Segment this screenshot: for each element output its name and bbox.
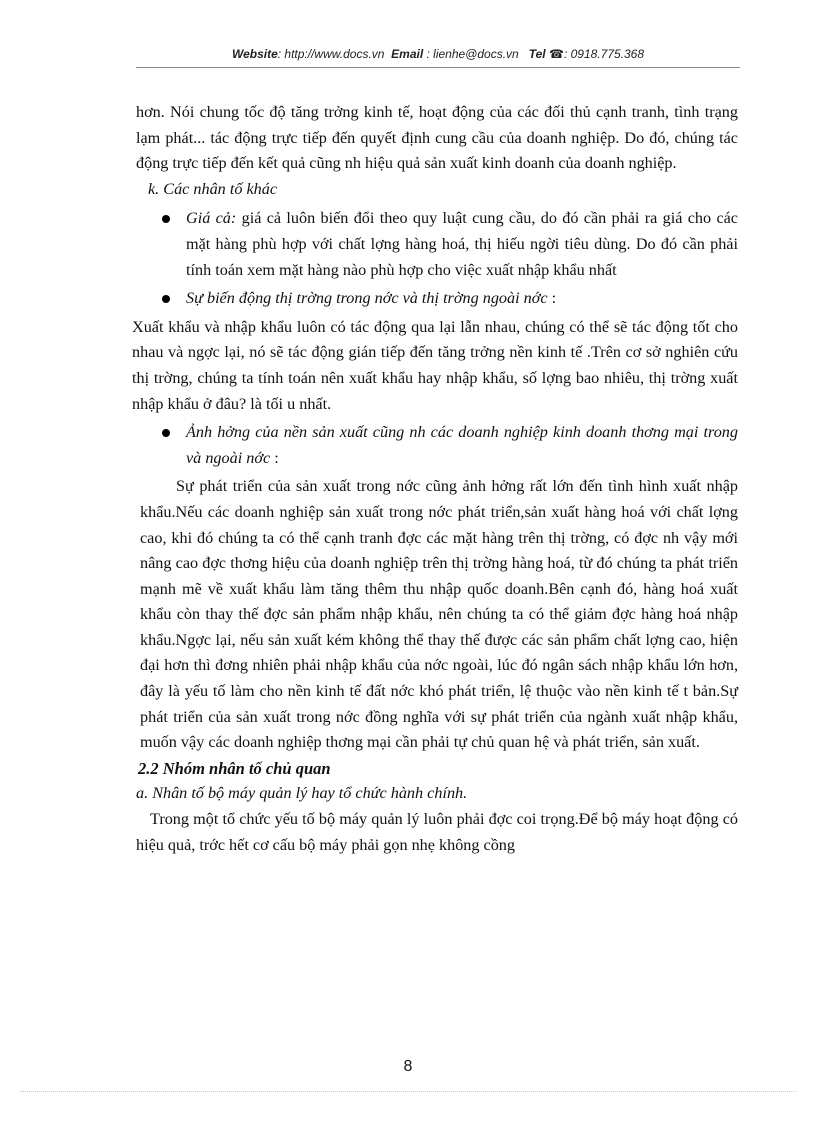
phone-icon: ☎ — [549, 47, 564, 61]
section-heading: 2.2 Nhóm nhân tố chủ quan — [138, 758, 331, 778]
bullet-label: Giá cả: — [186, 209, 237, 228]
website-label: Website — [231, 47, 278, 61]
subsection-heading: a. Nhân tố bộ máy quản lý hay tổ chức hành chính. — [136, 784, 468, 803]
bullet-tail: : — [547, 289, 557, 308]
bullet-icon — [162, 215, 170, 223]
paragraph-4: Trong một tổ chức yếu tố bộ máy quản lý luôn phải đợc coi trọng.Để bộ máy hoạt động có hiệu quả, trớc hết cơ cấu bộ máy phải gọn nhẹ không cồng — [136, 810, 738, 854]
bullet-item-price — [136, 206, 738, 283]
bullet-tail: : — [270, 448, 279, 467]
bullet-icon — [162, 429, 170, 437]
heading-k: k. Các nhân tố khác — [148, 179, 278, 198]
bullet-text: giá cả luôn biến đổi theo quy luật cung cầu, do đó cần phải ra giá cho các mặt hàng phù hợp với chất lợng hàng hoá, thị hiếu ngời tiêu dùng. Do đó cần phải tính toán xem mặt hàng nào phù hợp cho việc xuất nhập khẩu nhất — [186, 209, 738, 279]
tel-value: : 0918.775.368 — [563, 47, 645, 61]
bullet-item-production — [136, 420, 738, 471]
document-body — [132, 100, 738, 858]
bullet-item-market — [136, 286, 738, 312]
tel-label: Tel — [528, 47, 546, 61]
bullet-icon — [162, 295, 170, 303]
header-divider — [136, 67, 740, 68]
paragraph-1: hơn. Nói chung tốc độ tăng trởng kinh tế, hoạt động của các đối thủ cạnh tranh, tình trạng lạm phát... tác động trực tiếp đến quyết định cung cầu của doanh nghiệp. Do đó, chúng tác động trực tiếp đến kết quả cũng nh hiệu quả sản xuất kinh doanh của doanh nghiệp. — [136, 103, 738, 173]
bullet-label: Ảnh hởng của nền sản xuất cũng nh các doanh nghiệp kinh doanh thơng mại trong và ngoài nớc — [186, 423, 738, 467]
page-bottom-border — [20, 1091, 796, 1092]
page-number: 8 — [403, 1058, 413, 1075]
page-header — [136, 47, 740, 61]
paragraph-3: Sự phát triển của sản xuất trong nớc cũng ảnh hởng rất lớn đến tình hình xuất nhập khẩu.Nếu các doanh nghiệp sản xuất trong nớc phát triển,sản xuất hàng hoá với chất lợng cao, khi đó chúng ta có thể cạnh tranh đợc các mặt hàng trên thị trờng, có đợc nh vậy mới nâng cao đợc thơng hiệu của doanh nghiệp trên thị trờng hàng hoá, từ đó chúng ta phát triển mạnh mẽ về xuất khẩu làm tăng thêm thu nhập quốc doanh.Bên cạnh đó, hàng hoá xuất khẩu còn thay thế đợc sản phẩm nhập khẩu, nên chúng ta có thể giảm đợc hàng hoá nhập khẩu.Ngợc lại, nếu sản xuất kém không thể thay thế được các sản phẩm chất lợng cao, hiện đại hơn thì đơng nhiên phải nhập khẩu của nớc ngoài, lúc đó ngân sách nhập khẩu lớn hơn, đây là yếu tố làm cho nền kinh tế đất nớc khó phát triển, lệ thuộc vào nền kinh tế t bản.Sự phát triển của sản xuất trong nớc đồng nghĩa với sự phát triển của ngành xuất nhập khẩu, muốn vậy các doanh nghiệp thơng mại cần phải tự chủ quan hệ và phát triển, sản xuất. — [140, 477, 738, 752]
email-value: : lienhe@docs.vn — [423, 47, 519, 61]
paragraph-2: Xuất khẩu và nhập khẩu luôn có tác động qua lại lẫn nhau, chúng có thể sẽ tác động tốt cho nhau và ngợc lại, nó sẽ tác động gián tiếp đến tăng trởng nền kinh tế .Trên cơ sở nghiên cứu thị trờng, chúng ta tính toán nên xuất khẩu hay nhập khẩu, số lợng bao nhiêu, thị trờng xuất nhập khẩu ở đâu? là tối u nhất. — [132, 317, 738, 413]
website-value: : http://www.docs.vn — [277, 47, 385, 61]
bullet-label: Sự biến động thị trờng trong nớc và thị trờng ngoài nớc — [186, 289, 548, 308]
email-label: Email — [391, 47, 424, 61]
